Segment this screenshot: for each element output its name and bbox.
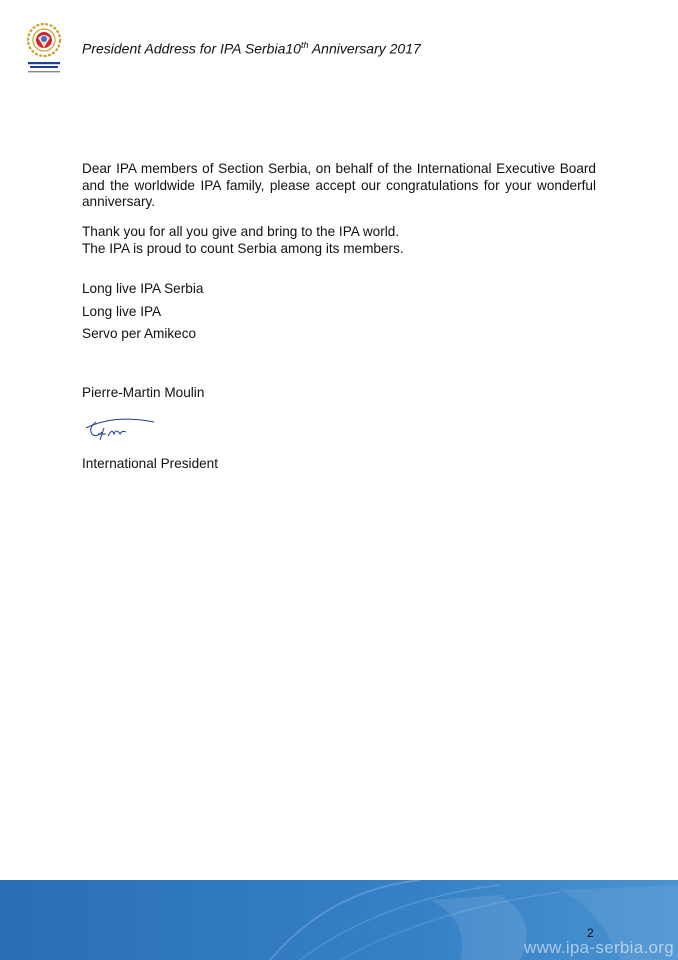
header-title	[82, 40, 421, 57]
signature-icon	[84, 414, 158, 444]
closing-line-3: Servo per Amikeco	[82, 326, 197, 341]
signer-title: International President	[82, 456, 219, 471]
page-number: 2	[587, 926, 594, 940]
ipa-logo-icon	[24, 22, 64, 78]
closing-line-1: Long live IPA Serbia	[82, 281, 204, 296]
letter-paragraph-1: Dear IPA members of Section Serbia, on behalf of the International Executive Board and the worldwide IPA family, please accept our congratulations for your wonderful anniversary.	[82, 161, 596, 209]
letter-paragraph-2-line-1: Thank you for all you give and bring to the IPA world.	[82, 224, 400, 239]
letter-paragraph-2-line-2: The IPA is proud to count Serbia among its members.	[82, 240, 404, 256]
closing-line-2: Long live IPA	[82, 304, 162, 319]
letter-paragraph-2	[82, 224, 596, 257]
header-title-end: Anniversary 2017	[308, 40, 421, 57]
signer-name: Pierre-Martin Moulin	[82, 385, 205, 400]
website-watermark: www.ipa-serbia.org	[524, 938, 674, 957]
header-title-main: President Address for IPA Serbia10	[82, 40, 301, 57]
header-title-superscript: th	[300, 40, 309, 50]
